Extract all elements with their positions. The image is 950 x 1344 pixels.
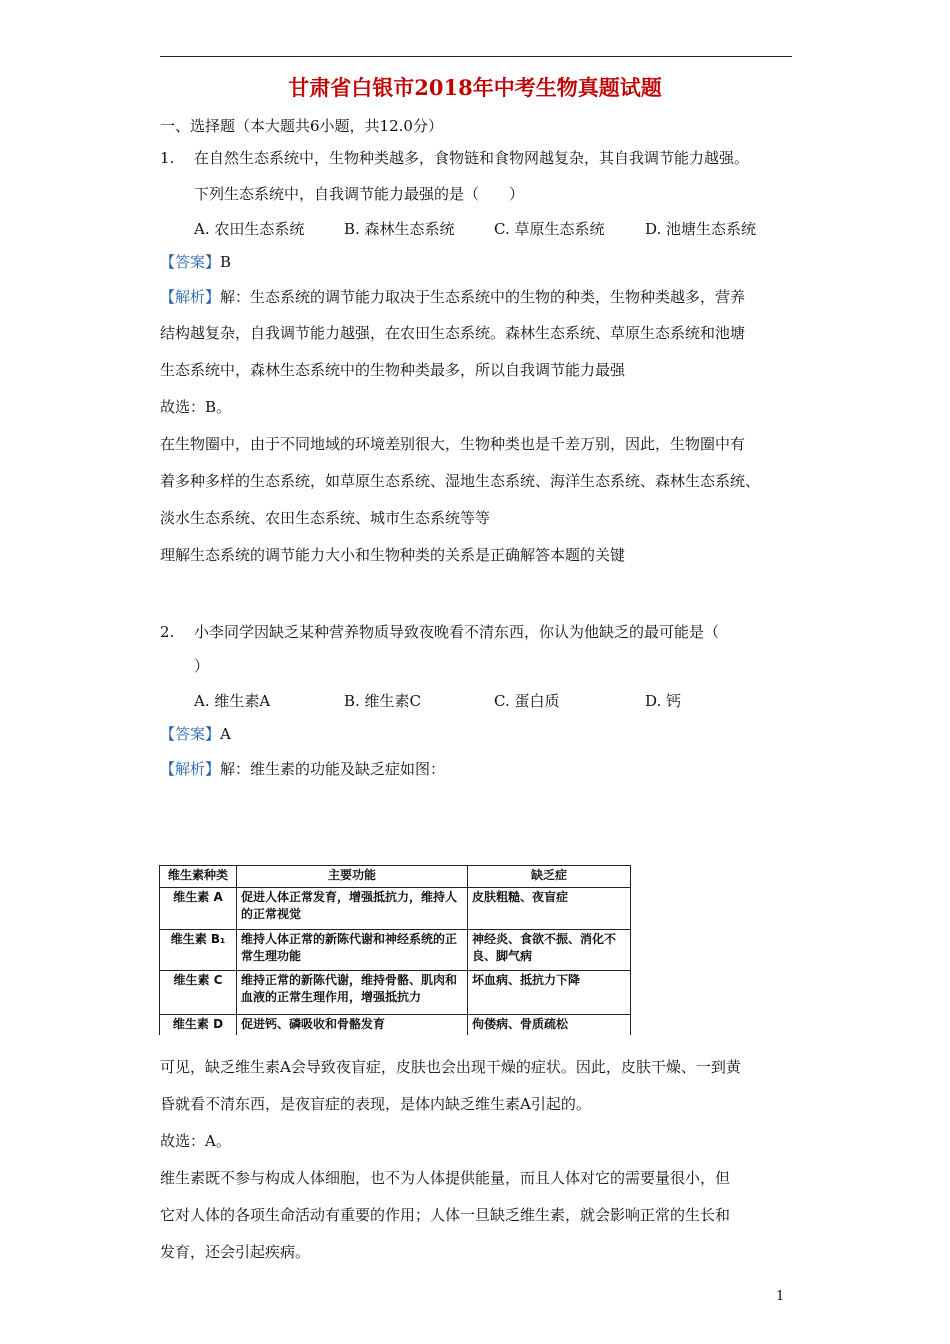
analysis-tag: 【解析】 — [160, 760, 221, 778]
q2-after-line-4: 维生素既不参与构成人体细胞，也不为人体提供能量，而且人体对它的需要量很小，但 — [160, 1169, 731, 1187]
table-cell: 促进人体正常发育，增强抵抗力，维持人的正常视觉 — [237, 887, 468, 929]
table-cell: 维持正常的新陈代谢，维持骨骼、肌肉和血液的正常生理作用，增强抵抗力 — [237, 971, 468, 1015]
q2-stem-line-1: 小李同学因缺乏某种营养物质导致夜晚看不清东西，你认为他缺乏的最可能是（ — [194, 623, 720, 641]
page-number: 1 — [776, 1289, 785, 1304]
q2-option-c: C. 蛋白质 — [494, 692, 560, 710]
table-cell: 维生素 A — [160, 887, 237, 929]
table-cell: 维持人体正常的新陈代谢和神经系统的正常生理功能 — [237, 929, 468, 971]
answer-tag: 【答案】 — [160, 725, 221, 743]
q1-analysis-line-8: 理解生态系统的调节能力大小和生物种类的关系是正确解答本题的关键 — [160, 546, 626, 564]
table-header: 主要功能 — [237, 866, 468, 888]
q2-analysis-intro: 【解析】解：维生素的功能及缺乏症如图： — [160, 760, 446, 778]
table-cell: 佝偻病、骨质疏松 — [468, 1015, 631, 1035]
table-cell: 维生素 C — [160, 971, 237, 1015]
table-cell: 皮肤粗糙、夜盲症 — [468, 887, 631, 929]
q2-after-line-6: 发育，还会引起疾病。 — [160, 1243, 311, 1261]
table-cell: 维生素 B₁ — [160, 929, 237, 971]
q2-option-d: D. 钙 — [645, 692, 682, 710]
q1-analysis-line-4: 故选：B。 — [160, 398, 232, 416]
q2-number: 2. — [160, 623, 175, 641]
q1-answer — [160, 252, 231, 272]
table-row — [160, 929, 631, 971]
q1-analysis-line-2: 结构越复杂，自我调节能力越强，在农田生态系统。森林生态系统、草原生态系统和池塘 — [160, 324, 746, 342]
q2-after-line-3: 故选：A。 — [160, 1132, 231, 1150]
q2-option-a: A. 维生素A — [194, 692, 271, 710]
section-heading: 一、选择题（本大题共6小题，共12.0分） — [160, 117, 443, 135]
q2-answer — [160, 724, 231, 744]
q2-after-line-5: 它对人体的各项生命活动有重要的作用；人体一旦缺乏维生素，就会影响正常的生长和 — [160, 1206, 731, 1224]
table-row — [160, 887, 631, 929]
q2-option-b: B. 维生素C — [344, 692, 422, 710]
table-row — [160, 971, 631, 1015]
answer-value: B — [220, 253, 232, 271]
q1-stem-line-2: 下列生态系统中，自我调节能力最强的是（ ） — [194, 185, 525, 203]
q1-option-c: C. 草原生态系统 — [494, 220, 605, 238]
q2-after-line-1: 可见，缺乏维生素A会导致夜盲症，皮肤也会出现干燥的症状。因此，皮肤干燥、一到黄 — [160, 1058, 741, 1076]
answer-tag: 【答案】 — [160, 253, 221, 271]
q1-analysis-line-7: 淡水生态系统、农田生态系统、城市生态系统等等 — [160, 509, 491, 527]
vitamin-table — [159, 865, 631, 1035]
table-row — [160, 1015, 631, 1035]
header-rule — [160, 56, 792, 57]
q1-number: 1. — [160, 149, 175, 167]
q1-option-d: D. 池塘生态系统 — [645, 220, 757, 238]
table-cell: 神经炎、食欲不振、消化不良、脚气病 — [468, 929, 631, 971]
q1-analysis-line-6: 着多种多样的生态系统，如草原生态系统、湿地生态系统、海洋生态系统、森林生态系统、 — [160, 472, 761, 490]
table-cell: 促进钙、磷吸收和骨骼发育 — [237, 1015, 468, 1035]
q1-analysis-line-3: 生态系统中，森林生态系统中的生物种类最多，所以自我调节能力最强 — [160, 361, 626, 379]
q1-option-b: B. 森林生态系统 — [344, 220, 455, 238]
q1-stem-line-1: 在自然生态系统中，生物种类越多，食物链和食物网越复杂，其自我调节能力越强。 — [194, 149, 750, 167]
q1-analysis-line-1: 【解析】解：生态系统的调节能力取决于生态系统中的生物的种类，生物种类越多，营养 — [160, 288, 746, 306]
table-cell: 维生素 D — [160, 1015, 237, 1035]
table-cell: 坏血病、抵抗力下降 — [468, 971, 631, 1015]
q2-stem-line-2: ） — [194, 657, 210, 675]
table-header-row — [160, 866, 631, 888]
answer-value: A — [220, 725, 231, 743]
q1-analysis-line-5: 在生物圈中，由于不同地域的环境差别很大，生物种类也是千差万别，因此，生物圈中有 — [160, 435, 746, 453]
q1-option-a: A. 农田生态系统 — [194, 220, 305, 238]
q2-after-line-2: 昏就看不清东西，是夜盲症的表现，是体内缺乏维生素A引起的。 — [160, 1095, 591, 1113]
page-title: 甘肃省白银市2018年中考生物真题试题 — [288, 75, 662, 100]
table-header: 缺乏症 — [468, 866, 631, 888]
analysis-tag: 【解析】 — [160, 288, 221, 306]
table-header: 维生素种类 — [160, 866, 237, 888]
